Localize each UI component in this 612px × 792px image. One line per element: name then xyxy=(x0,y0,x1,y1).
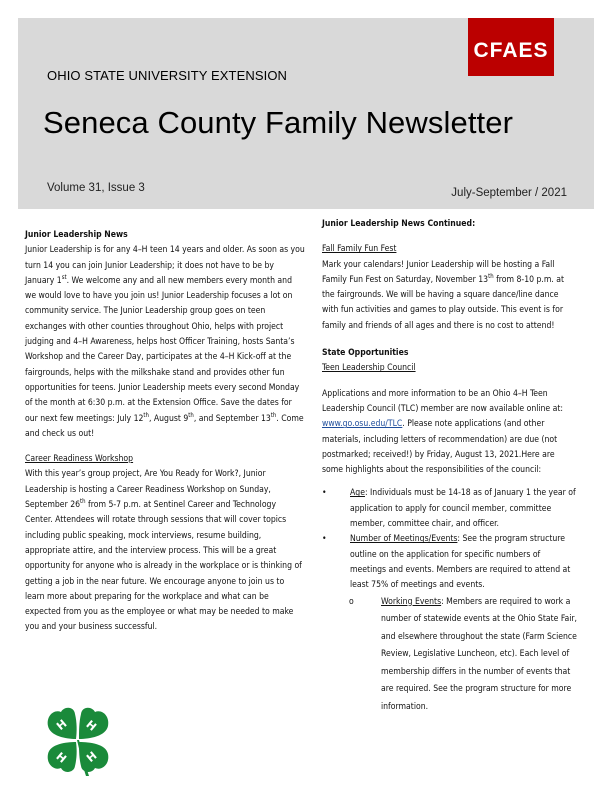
career-workshop-section xyxy=(25,452,305,636)
paragraph-text: Applications and more information to be an Ohio 4–H Teen Leadership Council (TLC) member are now available online at: xyxy=(322,388,564,414)
paragraph-text: . Come and check us out! xyxy=(25,413,304,439)
clover-h-letter: H xyxy=(54,717,70,733)
section-heading: Junior Leadership News xyxy=(25,230,128,240)
newsletter-title: Seneca County Family Newsletter xyxy=(43,105,514,140)
paragraph-text: from 5-7 p.m. at Sentinel Career and Technology Center. Attendees will rotate through sessions that will cover topics including public speaking, mock interviews, resume building, appropriate attire, and the interview process. This will be a great opportunity for anyone who is already in the workplace or is thinking of getting a job in the near future. We encourage anyone to join us to learn more about preparing for the workplace and what can be expected from you as the employee or what may be needed to make you and your business successful. xyxy=(25,500,302,633)
left-column xyxy=(25,228,305,636)
ordinal-suffix: th xyxy=(80,498,86,506)
bullet-icon: • xyxy=(322,534,327,545)
state-opportunities-section xyxy=(322,346,577,377)
responsibilities-list xyxy=(322,486,577,716)
volume-issue: Volume 31, Issue 3 xyxy=(47,182,145,194)
clover-h-letter: H xyxy=(84,749,100,765)
right-column xyxy=(322,217,577,716)
paragraph-text: With this year’s group project, Are You Ready for Work?, Junior Leadership is hosting a Career Readiness Workshop on Sunday, September 26 xyxy=(25,469,271,511)
list-item xyxy=(322,486,577,532)
paragraph-text: , and September 13 xyxy=(193,413,271,424)
list-item-text: : See the program structure outline on the application for specific numbers of meetings and events. Members are required to attend at least 75% of meetings and events. xyxy=(350,534,571,591)
paragraph-text: , August 9 xyxy=(148,413,189,424)
ordinal-suffix: th xyxy=(188,411,194,419)
clover-h-letter: H xyxy=(83,717,99,734)
subsection-heading: Teen Leadership Council xyxy=(322,363,416,374)
sub-list-item xyxy=(350,594,577,717)
list-item-label: Number of Meetings/Events xyxy=(350,534,458,545)
junior-leadership-section xyxy=(25,228,305,442)
continued-heading: Junior Leadership News Continued: xyxy=(322,219,476,229)
sub-list xyxy=(350,594,577,717)
organization-name: OHIO STATE UNIVERSITY EXTENSION xyxy=(47,68,288,83)
paragraph-text: . Please note applications (and other materials, including letters of recommendation) are due (not postmarked; received!) by Friday, August 13, 2021.Here are some highlights about the responsibilities of the council: xyxy=(322,419,558,476)
ordinal-suffix: th xyxy=(270,411,277,419)
paragraph-text: Mark your calendars! Junior Leadership will be hosting a Fall Family Fun Fest on Saturday, November 13 xyxy=(322,259,555,285)
bullet-icon: • xyxy=(322,488,327,499)
clover-h-letter: H xyxy=(53,749,69,766)
sub-bullet-icon: o xyxy=(349,596,354,607)
tlc-paragraph xyxy=(322,387,577,479)
paragraph-text: from 8-10 p.m. at the fairgrounds. We will be having a square dance/line dance with fun activities and games to play outside. This event is for family and friends of all ages and there is no cost to attend! xyxy=(322,274,565,331)
cfaes-logo xyxy=(468,18,554,76)
paragraph-text: Junior Leadership is for any 4–H teen 14 years and older. As soon as you turn 14 you can join Junior Leadership; it does not have to be by January 1 xyxy=(25,245,305,286)
fun-fest-section xyxy=(322,242,577,334)
tlc-link[interactable]: www.go.osu.edu/TLC xyxy=(322,419,403,430)
paragraph-text: . We welcome any and all new members every month and we would love to have you join us! Junior Leadership focuses a lot on community service. The Junior Leadership group goes on teen exchanges with other counties throughout Ohio, helps with project judging and 4–H Awareness, helps host Officer Training, hosts Santa’s Workshop and the Career Day, participates at the 4–H Kick-off at the fairgrounds, helps with the milkshake stand and provides other fun opportunities for teens. Junior Leadership meets every second Monday of the month at 6:30 p.m. at the Extension Office. Save the dates for our next few meetings: July 12 xyxy=(25,275,300,424)
section-heading: Career Readiness Workshop xyxy=(25,454,134,465)
list-item-text: : Individuals must be 14-18 as of January 1 the year of application to apply for council member, committee member, committee chair, and officer. xyxy=(350,488,576,530)
list-item-label: Age xyxy=(350,488,365,499)
issue-date: July-September / 2021 xyxy=(451,187,567,199)
ordinal-suffix: th xyxy=(488,272,494,280)
ordinal-suffix: st xyxy=(61,273,67,281)
list-item-text: : Members are required to work a number of statewide events at the Ohio State Fair, and elsewhere throughout the state (Farm Science Review, Legislative Luncheon, etc). Each level of membership differs in the number of events that are required. See the program structure for more information. xyxy=(381,596,577,712)
section-heading: State Opportunities xyxy=(322,348,409,359)
cfaes-logo-text: CFAES xyxy=(473,39,549,62)
list-item xyxy=(322,532,577,716)
list-item-label: Working Events xyxy=(381,596,442,607)
ordinal-suffix: th xyxy=(143,411,149,419)
4h-clover-logo xyxy=(44,706,112,776)
section-heading: Fall Family Fun Fest xyxy=(322,244,397,255)
